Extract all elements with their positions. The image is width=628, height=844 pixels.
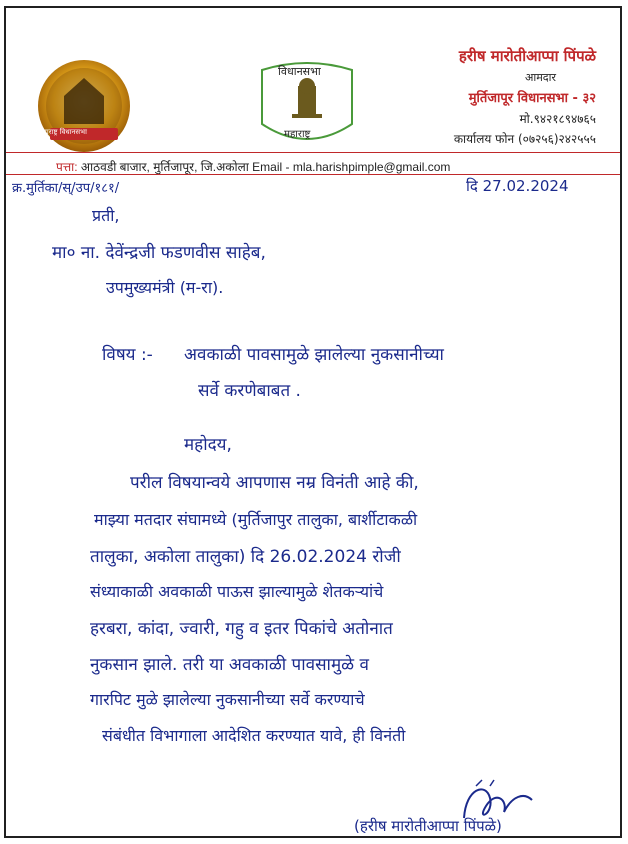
body-line: संबंधीत विभागाला आदेशित करण्यात यावे, ही विनंती xyxy=(102,726,406,745)
letter-date: दि 27.02.2024 xyxy=(466,177,569,195)
header-divider-bottom xyxy=(6,174,620,175)
body-line: तालुका, अकोला तालुका) दि 26.02.2024 रोजी xyxy=(90,547,401,567)
subject-label: विषय :- xyxy=(102,345,153,365)
reference-number: क्र.मुर्तिका/स्/उप/१८१/ xyxy=(12,181,120,196)
vidhansabha-logo xyxy=(36,58,132,154)
body-line: माझ्या मतदार संघामध्ये (मुर्तिजापुर तालुका, बार्शीटाकळी xyxy=(94,510,418,529)
salutation: महोदय, xyxy=(184,435,232,455)
office-phone: कार्यालय फोन (०७२५६)२४२५५५ xyxy=(453,132,596,146)
address-text: आठवडी बाजार, मुर्तिजापूर, जि.अकोला Email - mla.harishpimple@gmail.com xyxy=(80,160,451,174)
body-line: परील विषयान्वये आपणास नम्र विनंती आहे की, xyxy=(130,473,419,493)
address-label: पत्ता: xyxy=(56,160,78,174)
header-divider-top xyxy=(6,152,620,153)
body-line: हरबरा, कांदा, ज्वारी, गहु व इतर पिकांचे अतोनात xyxy=(90,619,393,639)
subject-line-2: सर्वे करणेबाबत . xyxy=(198,381,301,401)
letterhead-details xyxy=(454,46,596,147)
designation: उपमुख्यमंत्री (म-रा). xyxy=(106,278,224,297)
addressee: मा० ना. देवेंन्द्रजी फडणवीस साहेब, xyxy=(52,243,266,263)
logo-caption: महाराष्ट्र विधानसभा xyxy=(39,128,87,136)
signatory-name: (हरीष मारोतीआप्पा पिंपळे) xyxy=(354,817,502,835)
constituency: मुर्तिजापूर विधानसभा - ३२ xyxy=(468,91,596,106)
mla-role: आमदार xyxy=(524,71,556,84)
emblem-top-text: विधानसभा xyxy=(278,65,321,78)
body-line: नुकसान झाले. तरी या अवकाळी पावसामुळे व xyxy=(90,655,369,675)
mla-name: हरीष मारोतीआप्पा पिंपळे xyxy=(458,47,596,65)
address-line xyxy=(56,158,450,175)
mobile-number: मो.९४२१८९४७६५ xyxy=(519,112,596,126)
letter-sheet xyxy=(4,6,622,838)
emblem-bottom-text: महाराष्ट्र xyxy=(284,129,311,140)
body-line: संध्याकाळी अवकाळी पाऊस झाल्यामुळे शेतकऱ्यांचे xyxy=(90,582,384,601)
subject-line-1: अवकाळी पावसामुळे झालेल्या नुकसानीच्या xyxy=(184,345,444,365)
to-label: प्रती, xyxy=(92,206,120,225)
body-line: गारपिट मुळे झालेल्या नुकसानीच्या सर्वे करण्याचे xyxy=(90,690,365,709)
